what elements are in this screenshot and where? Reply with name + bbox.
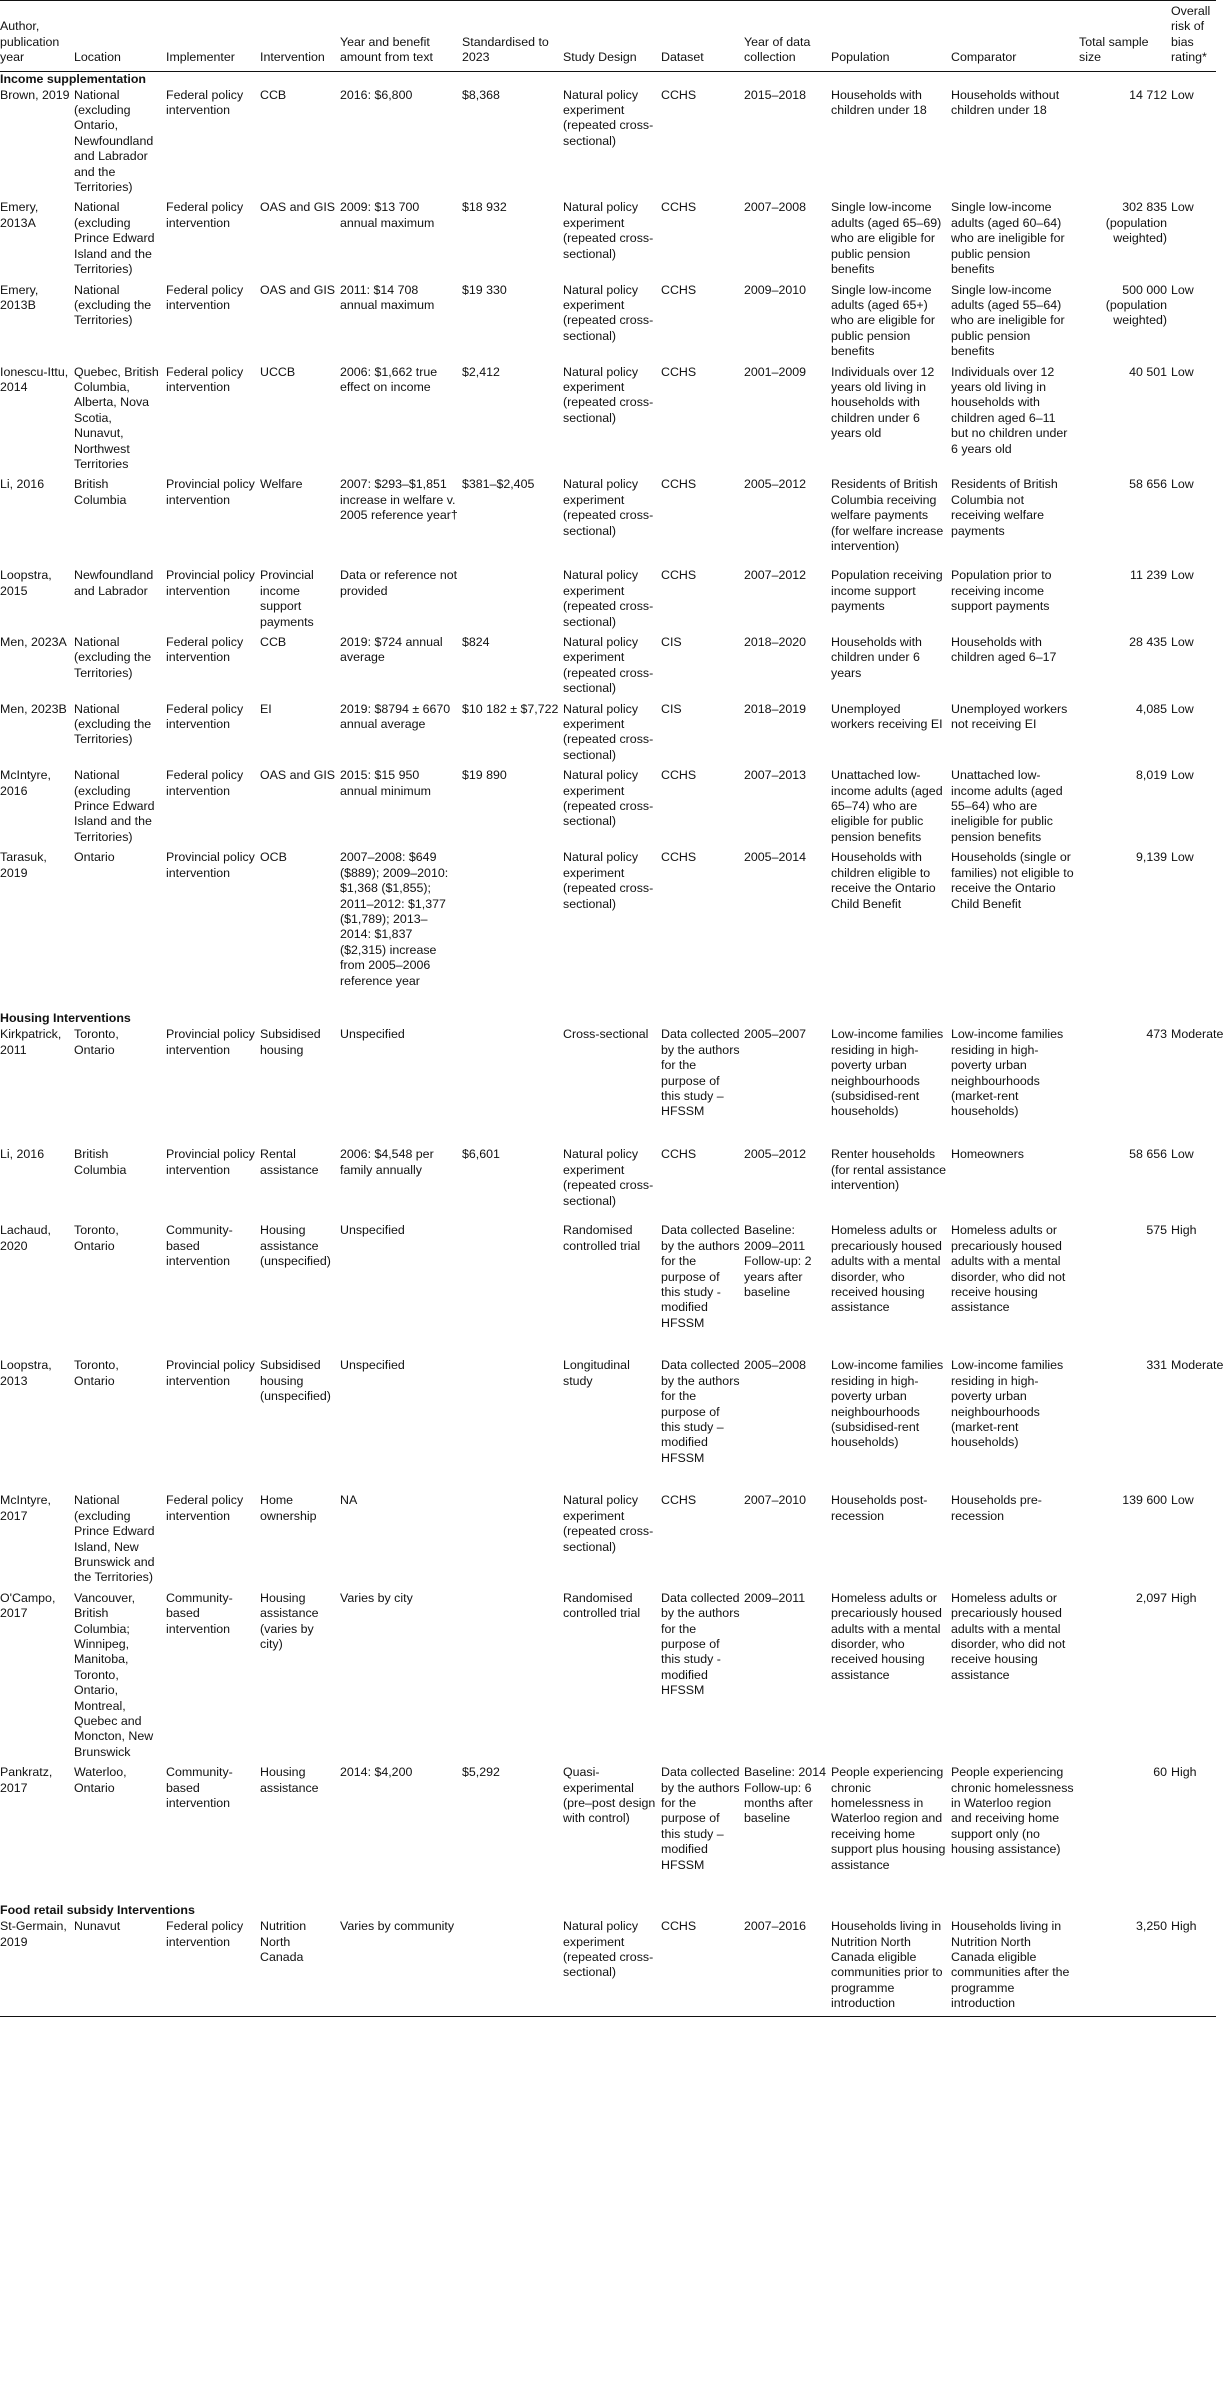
table-cell: 8,019 bbox=[1135, 768, 1167, 783]
table-cell: National (excluding the Territories) bbox=[74, 635, 152, 680]
table-cell: Federal policy intervention bbox=[166, 1493, 244, 1523]
table-row bbox=[0, 364, 1216, 477]
table-cell: Quebec, British Columbia, Alberta, Nova Scotia, Nunavut, Northwest Territories bbox=[74, 364, 159, 471]
table-cell: Low bbox=[1171, 768, 1194, 783]
table-row bbox=[0, 567, 1216, 634]
table-cell: 4,085 bbox=[1135, 701, 1167, 716]
table-cell: Federal policy intervention bbox=[166, 635, 244, 665]
table-cell: Single low-income adults (aged 65+) who are eligible for public pension benefits bbox=[831, 282, 936, 359]
table-cell: 2016: $6,800 bbox=[340, 87, 413, 102]
table-cell: National (excluding the Territories) bbox=[74, 701, 152, 747]
table-cell: Provincial income support payments bbox=[260, 568, 314, 629]
table-cell: Moderate bbox=[1171, 1358, 1223, 1373]
table-cell: Natural policy experiment (repeated cross-sectional) bbox=[563, 768, 654, 829]
table-cell: Vancouver, British Columbia; Winnipeg, Manitoba, Toronto, Ontario, Montreal, Quebec and Moncton, New Brunswick bbox=[74, 1590, 154, 1759]
table-cell: Tarasuk, 2019 bbox=[0, 850, 47, 880]
table-cell: 2005–2007 bbox=[744, 1027, 807, 1042]
table-cell: 139 600 bbox=[1122, 1493, 1167, 1508]
table-body bbox=[0, 71, 1223, 2016]
table-cell bbox=[462, 1492, 563, 1589]
table-cell: 2007–2008: $649 ($889); 2009–2010: $1,368 ($1,855); 2011–2012: $1,377 ($1,789); 2013–2014: $1,837 ($2,315) increase from 2005–2006 reference year bbox=[340, 850, 449, 988]
table-cell: CIS bbox=[661, 635, 682, 649]
table-cell bbox=[462, 849, 563, 999]
table-cell: Home ownership bbox=[260, 1493, 317, 1523]
table-cell: Natural policy experiment (repeated cross-sectional) bbox=[563, 1147, 654, 1208]
table-cell: Residents of British Columbia receiving welfare payments (for welfare increase intervention) bbox=[831, 477, 944, 553]
table-cell: Quasi-experimental (pre–post design with control) bbox=[563, 1765, 656, 1826]
table-cell: 60 bbox=[1153, 1765, 1167, 1780]
table-cell: Population receiving income support payments bbox=[831, 568, 943, 614]
table-cell: Loopstra, 2013 bbox=[0, 1358, 52, 1388]
table-cell: Single low-income adults (aged 55–64) who are ineligible for public pension benefits bbox=[951, 282, 1065, 359]
table-cell: 28 435 bbox=[1129, 635, 1167, 649]
column-header: Location bbox=[74, 50, 121, 65]
table-cell: Brown, 2019 bbox=[0, 87, 70, 102]
table-cell: $19 330 bbox=[462, 282, 507, 297]
table-cell: 2019: $8794 ± 6670 annual average bbox=[340, 701, 451, 732]
table-cell: Natural policy experiment (repeated cross-sectional) bbox=[563, 701, 654, 762]
table-cell: CCHS bbox=[661, 1147, 697, 1162]
table-cell: Randomised controlled trial bbox=[563, 1223, 641, 1253]
table-cell: Low bbox=[1171, 1493, 1194, 1508]
table-cell: $6,601 bbox=[462, 1147, 500, 1162]
table-cell: CCHS bbox=[661, 87, 697, 102]
table-cell: CCHS bbox=[661, 768, 697, 783]
column-header: Year and benefit amount from text bbox=[340, 34, 433, 65]
table-cell: CCHS bbox=[661, 477, 697, 492]
column-header: Dataset bbox=[661, 50, 704, 65]
table-cell: 2018–2020 bbox=[744, 635, 807, 649]
table-cell: Federal policy intervention bbox=[166, 768, 244, 798]
table-cell: Renter households (for rental assistance intervention) bbox=[831, 1147, 947, 1193]
table-cell: Li, 2016 bbox=[0, 477, 45, 492]
table-cell: CIS bbox=[661, 701, 682, 716]
table-cell: Natural policy experiment (repeated cross-sectional) bbox=[563, 364, 654, 425]
table-cell: Natural policy experiment (repeated cross-sectional) bbox=[563, 200, 654, 261]
table-row bbox=[0, 767, 1216, 849]
table-cell: Randomised controlled trial bbox=[563, 1590, 641, 1621]
table-cell: Cross-sectional bbox=[563, 1027, 649, 1042]
table-cell: $2,412 bbox=[462, 364, 500, 379]
table-cell: $381–$2,405 bbox=[462, 477, 535, 492]
table-cell: Loopstra, 2015 bbox=[0, 568, 52, 598]
table-cell: High bbox=[1171, 1590, 1197, 1605]
table-cell: Community-based intervention bbox=[166, 1590, 233, 1636]
table-cell: 2007–2016 bbox=[744, 1919, 807, 1934]
table-cell: Natural policy experiment (repeated cross-sectional) bbox=[563, 282, 654, 343]
table-row bbox=[0, 199, 1216, 281]
table-cell: Low-income families residing in high-poverty urban neighbourhoods (subsidised-rent households) bbox=[831, 1027, 944, 1119]
table-cell: Households living in Nutrition North Canada eligible communities prior to programme introduction bbox=[831, 1919, 943, 2011]
table-cell: EI bbox=[260, 701, 272, 716]
table-cell: People experiencing chronic homelessness in Waterloo region and receiving home support only (no housing assistance) bbox=[951, 1765, 1074, 1857]
table-cell: Housing assistance (unspecified) bbox=[260, 1223, 331, 1269]
table-row bbox=[0, 634, 1216, 701]
table-cell: 11 239 bbox=[1130, 568, 1167, 583]
table-cell: McIntyre, 2017 bbox=[0, 1493, 51, 1523]
table-cell: $18 932 bbox=[462, 200, 507, 215]
table-cell: Unattached low-income adults (aged 55–64) who are ineligible for public pension benefits bbox=[951, 768, 1063, 844]
table-cell: Newfoundland and Labrador bbox=[74, 568, 154, 598]
table-cell: Low bbox=[1171, 701, 1194, 716]
table-cell: 575 bbox=[1146, 1223, 1167, 1238]
table-cell: 2007–2013 bbox=[744, 768, 807, 783]
table-cell: Community-based intervention bbox=[166, 1223, 233, 1269]
table-cell: 2009: $13 700 annual maximum bbox=[340, 200, 435, 230]
table-cell: 2009–2010 bbox=[744, 282, 807, 297]
table-cell: Low bbox=[1171, 282, 1194, 297]
table-row bbox=[0, 1026, 1216, 1146]
table-cell: 40 501 bbox=[1129, 364, 1167, 379]
table-cell: 58 656 bbox=[1129, 477, 1167, 492]
column-header: Total sample size bbox=[1079, 34, 1149, 65]
table-cell: CCB bbox=[260, 87, 287, 102]
table-cell: Data collected by the authors for the purpose of this study - modified HFSSM bbox=[661, 1590, 740, 1698]
table-cell: 2011: $14 708 annual maximum bbox=[340, 282, 435, 312]
table-cell: Federal policy intervention bbox=[166, 282, 244, 312]
table-row bbox=[0, 1918, 1216, 2016]
section-heading-row bbox=[0, 71, 1216, 87]
table-cell: $5,292 bbox=[462, 1765, 500, 1780]
table-cell: 500 000 (population weighted) bbox=[1105, 282, 1167, 328]
section-heading-row bbox=[0, 999, 1216, 1026]
table-cell: 2014: $4,200 bbox=[340, 1765, 413, 1780]
table-cell: 2007–2012 bbox=[744, 568, 807, 583]
table-cell: OAS and GIS bbox=[260, 200, 336, 215]
table-cell: Population prior to receiving income support payments bbox=[951, 568, 1052, 614]
table-cell: British Columbia bbox=[74, 477, 127, 507]
table-cell: 2006: $1,662 true effect on income bbox=[340, 364, 438, 394]
table-cell: Nunavut bbox=[74, 1919, 121, 1934]
table-cell: CCHS bbox=[661, 1919, 697, 1934]
table-cell: Subsidised housing (unspecified) bbox=[260, 1358, 331, 1404]
table-cell: Welfare bbox=[260, 477, 303, 492]
section-title: Food retail subsidy Interventions bbox=[0, 1903, 195, 1918]
table-cell: $8,368 bbox=[462, 87, 500, 102]
table-cell: Low bbox=[1171, 568, 1194, 583]
table-cell: Federal policy intervention bbox=[166, 87, 244, 118]
table-cell: 2007–2008 bbox=[744, 200, 807, 215]
table-cell: Homeless adults or precariously housed adults with a mental disorder, who received housing assistance bbox=[831, 1590, 942, 1682]
table-cell: Low bbox=[1171, 635, 1194, 649]
table-cell: O'Campo, 2017 bbox=[0, 1590, 56, 1621]
column-header: Overall risk of bias rating* bbox=[1171, 4, 1211, 65]
table-cell: CCHS bbox=[661, 282, 697, 297]
table-cell: National (excluding Prince Edward Island and the Territories) bbox=[74, 768, 155, 844]
table-cell: Federal policy intervention bbox=[166, 200, 244, 230]
table-cell: National (excluding the Territories) bbox=[74, 282, 152, 328]
table-cell: High bbox=[1171, 1223, 1197, 1238]
table-cell: Natural policy experiment (repeated cross-sectional) bbox=[563, 87, 654, 148]
table-cell: Li, 2016 bbox=[0, 1147, 45, 1162]
table-cell: Households living in Nutrition North Canada eligible communities after the programme introduction bbox=[951, 1919, 1070, 2011]
table-cell: Men, 2023A bbox=[0, 635, 67, 649]
table-cell: Rental assistance bbox=[260, 1147, 319, 1177]
table-cell: 2005–2012 bbox=[744, 477, 807, 492]
table-cell: Households with children eligible to receive the Ontario Child Benefit bbox=[831, 850, 936, 911]
table-cell: 2015: $15 950 annual minimum bbox=[340, 768, 431, 798]
table-cell: Natural policy experiment (repeated cross-sectional) bbox=[563, 1919, 654, 1980]
column-header: Standardised to 2023 bbox=[462, 34, 549, 65]
table-cell: Data collected by the authors for the purpose of this study – modified HFSSM bbox=[661, 1358, 740, 1465]
table-cell: Individuals over 12 years old living in households with children under 6 years old bbox=[831, 364, 935, 441]
table-cell: 9,139 bbox=[1135, 850, 1167, 865]
table-cell: Federal policy intervention bbox=[166, 1919, 244, 1949]
table-cell: Provincial policy intervention bbox=[166, 568, 255, 598]
table-cell: Unemployed workers not receiving EI bbox=[951, 701, 1068, 732]
table-cell: British Columbia bbox=[74, 1147, 127, 1177]
table-cell: CCHS bbox=[661, 364, 697, 379]
table-cell: Ionescu-Ittu, 2014 bbox=[0, 364, 69, 394]
table-cell: Households pre-recession bbox=[951, 1493, 1042, 1523]
table-cell: Low-income families residing in high-poverty urban neighbourhoods (market-rent households) bbox=[951, 1027, 1064, 1119]
table-cell: Natural policy experiment (repeated cross-sectional) bbox=[563, 1493, 654, 1554]
table-cell: 331 bbox=[1146, 1358, 1167, 1373]
table-cell bbox=[462, 1222, 563, 1357]
table-cell: NA bbox=[340, 1493, 358, 1508]
table-cell: CCHS bbox=[661, 568, 697, 583]
table-cell: Provincial policy intervention bbox=[166, 1027, 255, 1057]
table-cell: OAS and GIS bbox=[260, 282, 336, 297]
table-cell: Housing assistance bbox=[260, 1765, 319, 1795]
table-cell: Unemployed workers receiving EI bbox=[831, 701, 943, 732]
table-row bbox=[0, 1357, 1216, 1492]
table-cell: Low bbox=[1171, 1147, 1194, 1162]
table-row bbox=[0, 1764, 1216, 1900]
column-header: Author, publication year bbox=[0, 19, 60, 65]
table-cell: 2006: $4,548 per family annually bbox=[340, 1147, 434, 1177]
table-cell bbox=[462, 567, 563, 634]
table-cell: Households post-recession bbox=[831, 1493, 928, 1523]
table-cell bbox=[462, 1026, 563, 1146]
table-cell: CCHS bbox=[661, 850, 697, 865]
section-title: Housing Interventions bbox=[0, 1011, 131, 1026]
table-cell bbox=[462, 1590, 563, 1764]
table-cell: Housing assistance (varies by city) bbox=[260, 1590, 319, 1651]
table-cell: Low bbox=[1171, 850, 1194, 865]
table-cell: High bbox=[1171, 1919, 1197, 1934]
table-cell: $824 bbox=[462, 635, 490, 649]
table-row bbox=[0, 1146, 1216, 1222]
table-cell: Toronto, Ontario bbox=[74, 1027, 119, 1057]
table-cell: Baseline: 2009–2011 Follow-up: 2 years after baseline bbox=[744, 1223, 812, 1299]
table-cell: Toronto, Ontario bbox=[74, 1358, 119, 1388]
table-cell: Low bbox=[1171, 87, 1194, 102]
table-cell: Low-income families residing in high-poverty urban neighbourhoods (market-rent households) bbox=[951, 1358, 1064, 1450]
table-row bbox=[0, 1222, 1216, 1357]
table-cell: People experiencing chronic homelessness in Waterloo region and receiving home support plus housing assistance bbox=[831, 1765, 946, 1872]
table-cell: 2001–2009 bbox=[744, 364, 807, 379]
table-cell: Federal policy intervention bbox=[166, 364, 244, 394]
column-header: Intervention bbox=[260, 50, 325, 65]
table-cell: High bbox=[1171, 1765, 1197, 1780]
table-cell: UCCB bbox=[260, 364, 296, 379]
table-cell: Households with children aged 6–17 bbox=[951, 635, 1057, 665]
table-cell: National (excluding Ontario, Newfoundland and Labrador and the Territories) bbox=[74, 87, 154, 195]
table-row bbox=[0, 476, 1216, 567]
table-cell: Ontario bbox=[74, 850, 115, 865]
table-cell: OCB bbox=[260, 850, 287, 865]
table-cell: Natural policy experiment (repeated cross-sectional) bbox=[563, 635, 654, 696]
table-cell: 302 835 (population weighted) bbox=[1105, 200, 1167, 246]
table-cell: Pankratz, 2017 bbox=[0, 1765, 53, 1795]
table-cell: Homeless adults or precariously housed adults with a mental disorder, who received housing assistance bbox=[831, 1223, 942, 1315]
table-cell: St-Germain, 2019 bbox=[0, 1919, 67, 1949]
column-header: Year of data collection bbox=[744, 34, 811, 65]
table-cell: National (excluding Prince Edward Island, New Brunswick and the Territories) bbox=[74, 1493, 155, 1585]
column-header: Implementer bbox=[166, 50, 235, 65]
table-cell: Provincial policy intervention bbox=[166, 1147, 255, 1177]
table-cell: Individuals over 12 years old living in households with children aged 6–11 but no children under 6 years old bbox=[951, 364, 1068, 456]
table-cell: 2,097 bbox=[1135, 1590, 1167, 1605]
table-cell: 14 712 bbox=[1129, 87, 1167, 102]
table-cell: Low bbox=[1171, 477, 1194, 492]
table-cell: CCHS bbox=[661, 1493, 697, 1508]
table-cell: 2005–2014 bbox=[744, 850, 807, 865]
table-cell: Unspecified bbox=[340, 1223, 405, 1238]
column-header: Comparator bbox=[951, 50, 1017, 65]
table-cell: Subsidised housing bbox=[260, 1027, 321, 1057]
table-cell: Residents of British Columbia not receiving welfare payments bbox=[951, 477, 1058, 538]
table-cell: Unattached low-income adults (aged 65–74) who are eligible for public pension benefits bbox=[831, 768, 943, 844]
table-cell: Varies by community bbox=[340, 1919, 455, 1934]
table-cell: Homeless adults or precariously housed adults with a mental disorder, who did not receive housing assistance bbox=[951, 1223, 1066, 1315]
table-cell: CCHS bbox=[661, 200, 697, 215]
table-cell: Unspecified bbox=[340, 1027, 405, 1042]
table-cell: 2005–2008 bbox=[744, 1358, 807, 1373]
table-cell: 2007–2010 bbox=[744, 1493, 807, 1508]
header-row bbox=[0, 1, 1216, 72]
section-title: Income supplementation bbox=[0, 71, 146, 86]
table-cell: Data collected by the authors for the purpose of this study – HFSSM bbox=[661, 1027, 740, 1119]
table-cell: Single low-income adults (aged 60–64) who are ineligible for public pension benefits bbox=[951, 200, 1065, 277]
column-header: Population bbox=[831, 50, 890, 65]
table-cell: Toronto, Ontario bbox=[74, 1223, 119, 1253]
table-cell: Data collected by the authors for the purpose of this study - modified HFSSM bbox=[661, 1223, 740, 1330]
table-cell: Provincial policy intervention bbox=[166, 1358, 255, 1388]
table-cell: Moderate bbox=[1171, 1027, 1223, 1042]
table-cell: Provincial policy intervention bbox=[166, 477, 255, 507]
table-row bbox=[0, 849, 1216, 999]
table-cell: $19 890 bbox=[462, 768, 507, 783]
table-row bbox=[0, 1590, 1216, 1764]
table-cell: Varies by city bbox=[340, 1590, 413, 1605]
table-cell: Longitudinal study bbox=[563, 1358, 630, 1388]
table-cell: Low bbox=[1171, 364, 1194, 379]
table-cell: McIntyre, 2016 bbox=[0, 768, 51, 798]
table-cell: Emery, 2013A bbox=[0, 200, 39, 230]
table-cell: Lachaud, 2020 bbox=[0, 1223, 51, 1253]
table-cell: 58 656 bbox=[1129, 1147, 1167, 1162]
table-cell: Single low-income adults (aged 65–69) who are eligible for public pension benefits bbox=[831, 200, 942, 277]
table-cell bbox=[462, 1357, 563, 1492]
table-cell: Homeowners bbox=[951, 1147, 1024, 1162]
table-cell: Men, 2023B bbox=[0, 701, 67, 716]
table-cell: Low-income families residing in high-poverty urban neighbourhoods (subsidised-rent households) bbox=[831, 1358, 944, 1450]
table-cell: Nutrition North Canada bbox=[260, 1919, 307, 1964]
table-cell: Community-based intervention bbox=[166, 1765, 233, 1810]
table-cell: Households without children under 18 bbox=[951, 87, 1060, 118]
table-cell: Natural policy experiment (repeated cross-sectional) bbox=[563, 568, 654, 629]
table-cell: 2009–2011 bbox=[744, 1590, 806, 1605]
table-cell: Data collected by the authors for the purpose of this study – modified HFSSM bbox=[661, 1765, 740, 1872]
table-row bbox=[0, 1492, 1216, 1589]
table-cell: Unspecified bbox=[340, 1358, 405, 1373]
table-row bbox=[0, 87, 1216, 200]
table-cell: Emery, 2013B bbox=[0, 282, 39, 312]
table-cell: Data or reference not provided bbox=[340, 568, 458, 598]
table-cell: Homeless adults or precariously housed adults with a mental disorder, who did not receive housing assistance bbox=[951, 1590, 1066, 1682]
table-cell: 3,250 bbox=[1135, 1919, 1167, 1934]
table-cell: Low bbox=[1171, 200, 1194, 215]
table-cell: Natural policy experiment (repeated cross-sectional) bbox=[563, 477, 654, 538]
table-cell: Households (single or families) not eligible to receive the Ontario Child Benefit bbox=[951, 850, 1074, 911]
table-cell: 2019: $724 annual average bbox=[340, 635, 443, 665]
table-cell: 2018–2019 bbox=[744, 701, 807, 716]
table-cell: Baseline: 2014 Follow-up: 6 months after baseline bbox=[744, 1765, 826, 1826]
table-cell bbox=[462, 1918, 563, 2016]
table-cell: National (excluding Prince Edward Island and the Territories) bbox=[74, 200, 155, 277]
table-cell: 2015–2018 bbox=[744, 87, 807, 102]
column-header: Study Design bbox=[563, 50, 637, 65]
table-row bbox=[0, 701, 1216, 768]
section-heading-row bbox=[0, 1900, 1216, 1918]
table-cell: Natural policy experiment (repeated cross-sectional) bbox=[563, 850, 654, 911]
table-cell: Provincial policy intervention bbox=[166, 850, 255, 880]
table-cell: 2007: $293–$1,851 increase in welfare v. 2005 reference year† bbox=[340, 477, 458, 523]
table-cell: Households with children under 18 bbox=[831, 87, 927, 118]
table-cell: $10 182 ± $7,722 bbox=[462, 701, 559, 716]
table-row bbox=[0, 282, 1216, 364]
table-cell: Waterloo, Ontario bbox=[74, 1765, 127, 1795]
table-cell: Federal policy intervention bbox=[166, 701, 244, 732]
table-cell: 473 bbox=[1146, 1027, 1167, 1042]
table-cell: OAS and GIS bbox=[260, 768, 336, 783]
table-cell: CCB bbox=[260, 635, 287, 649]
table-cell: Kirkpatrick, 2011 bbox=[0, 1027, 62, 1057]
table-cell: 2005–2012 bbox=[744, 1147, 807, 1162]
table-cell: Households with children under 6 years bbox=[831, 635, 922, 680]
